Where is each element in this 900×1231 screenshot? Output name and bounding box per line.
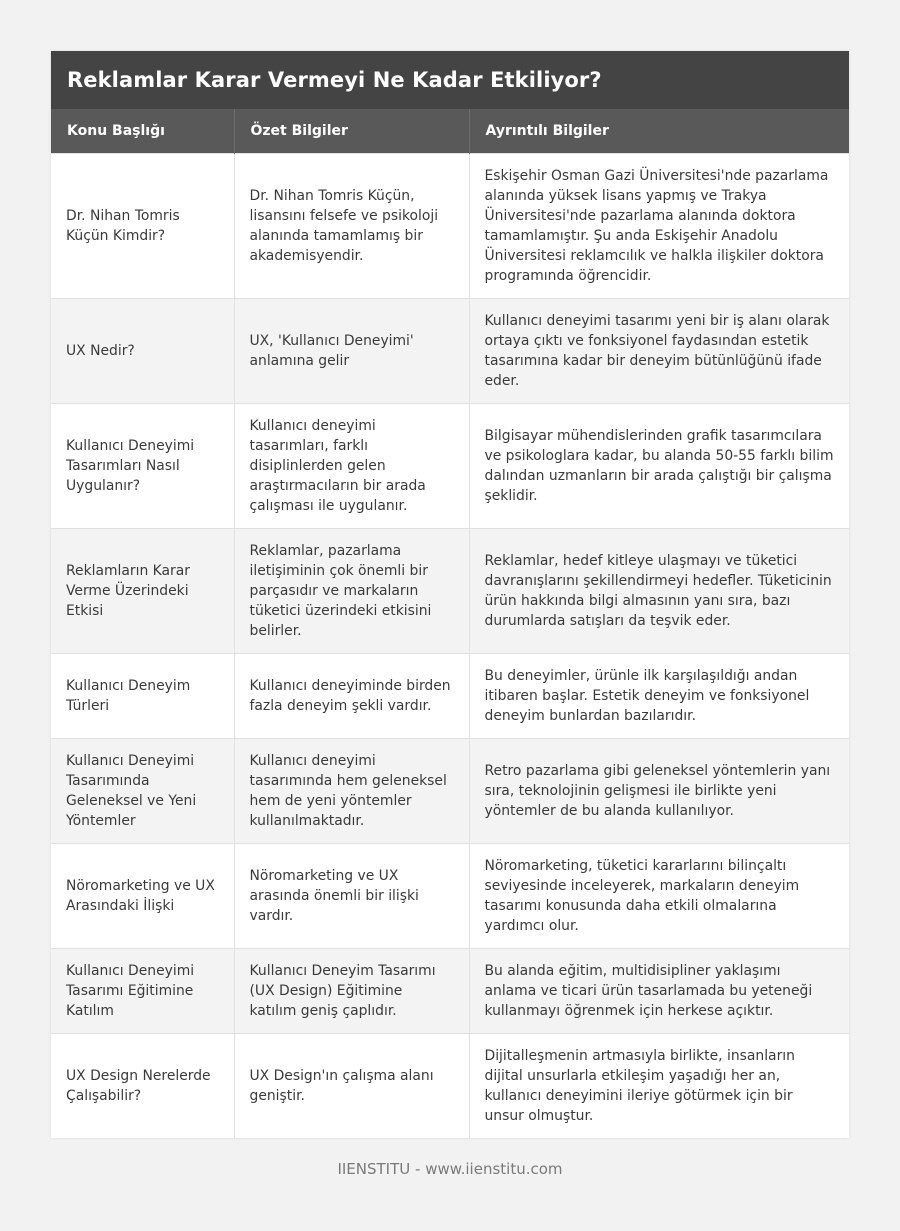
cell-details: Reklamlar, hedef kitleye ulaşmayı ve tüketici davranışlarını şekillendirmeyi hedefler. Tüketicinin ürün hakkında bilgi almasının yanı sıra, bazı durumlarda satışları da teşvik eder. bbox=[469, 528, 849, 653]
column-header-topic: Konu Başlığı bbox=[51, 109, 234, 153]
table-row bbox=[51, 843, 849, 948]
table-row bbox=[51, 153, 849, 298]
cell-topic: Nöromarketing ve UX Arasındaki İlişki bbox=[51, 843, 234, 948]
cell-topic: Kullanıcı Deneyimi Tasarımları Nasıl Uygulanır? bbox=[51, 403, 234, 528]
cell-topic: Dr. Nihan Tomris Küçün Kimdir? bbox=[51, 153, 234, 298]
cell-details: Bilgisayar mühendislerinden grafik tasarımcılara ve psikologlara kadar, bu alanda 50-55 farklı bilim dalından uzmanların bir arada çalıştığı bir çalışma şeklidir. bbox=[469, 403, 849, 528]
cell-details: Nöromarketing, tüketici kararlarını bilinçaltı seviyesinde inceleyerek, markaların deneyim tasarımı konusunda daha etkili olmalarına yardımcı olur. bbox=[469, 843, 849, 948]
cell-summary: Nöromarketing ve UX arasında önemli bir ilişki vardır. bbox=[234, 843, 469, 948]
cell-topic: Kullanıcı Deneyim Türleri bbox=[51, 653, 234, 738]
cell-summary: Reklamlar, pazarlama iletişiminin çok önemli bir parçasıdır ve markaların tüketici üzerindeki etkisini belirler. bbox=[234, 528, 469, 653]
info-table bbox=[51, 109, 849, 1138]
column-header-details: Ayrıntılı Bilgiler bbox=[485, 122, 609, 139]
cell-details: Bu alanda eğitim, multidisipliner yaklaşımı anlama ve ticari ürün tasarlamada bu yeteneği kullanmayı öğrenmek için herkese açıktır. bbox=[469, 948, 849, 1033]
cell-details: Dijitalleşmenin artmasıyla birlikte, insanların dijital unsurlarla etkileşim yaşadığı her an, kullanıcı deneyimini ileriye götürmek için bir unsur olmuştur. bbox=[469, 1033, 849, 1138]
cell-details: Bu deneyimler, ürünle ilk karşılaşıldığı andan itibaren başlar. Estetik deneyim ve fonksiyonel deneyim bunlardan bazılarıdır. bbox=[469, 653, 849, 738]
page-title: Reklamlar Karar Vermeyi Ne Kadar Etkiliyor? bbox=[51, 51, 849, 109]
cell-summary: Kullanıcı deneyimi tasarımları, farklı disiplinlerden gelen araştırmacıların bir arada çalışması ile uygulanır. bbox=[234, 403, 469, 528]
table-card bbox=[51, 51, 849, 1138]
table-row bbox=[51, 948, 849, 1033]
cell-topic: Kullanıcı Deneyimi Tasarımı Eğitimine Katılım bbox=[51, 948, 234, 1033]
footer-credit: IIENSTITU - www.iienstitu.com bbox=[337, 1160, 563, 1178]
table-row bbox=[51, 298, 849, 403]
cell-topic: UX Nedir? bbox=[51, 298, 234, 403]
cell-details: Eskişehir Osman Gazi Üniversitesi'nde pazarlama alanında yüksek lisans yapmış ve Trakya Üniversitesi'nde pazarlama alanında doktora tamamlamıştır. Şu anda Eskişehir Anadolu Üniversitesi reklamcılık ve halkla ilişkiler doktora programında öğrencidir. bbox=[469, 153, 849, 298]
table-row bbox=[51, 528, 849, 653]
cell-topic: Kullanıcı Deneyimi Tasarımında Geleneksel ve Yeni Yöntemler bbox=[51, 738, 234, 843]
cell-summary: UX, 'Kullanıcı Deneyimi' anlamına gelir bbox=[234, 298, 469, 403]
cell-summary: Kullanıcı deneyiminde birden fazla deneyim şekli vardır. bbox=[234, 653, 469, 738]
cell-topic: Reklamların Karar Verme Üzerindeki Etkisi bbox=[51, 528, 234, 653]
table-header-row bbox=[51, 109, 849, 153]
cell-summary: Dr. Nihan Tomris Küçün, lisansını felsefe ve psikoloji alanında tamamlamış bir akademisyendir. bbox=[234, 153, 469, 298]
table-row bbox=[51, 653, 849, 738]
cell-summary: Kullanıcı deneyimi tasarımında hem geleneksel hem de yeni yöntemler kullanılmaktadır. bbox=[234, 738, 469, 843]
cell-topic: UX Design Nerelerde Çalışabilir? bbox=[51, 1033, 234, 1138]
table-row bbox=[51, 403, 849, 528]
cell-details: Retro pazarlama gibi geleneksel yöntemlerin yanı sıra, teknolojinin gelişmesi ile birlikte yeni yöntemler de bu alanda kullanılıyor. bbox=[469, 738, 849, 843]
cell-summary: Kullanıcı Deneyim Tasarımı (UX Design) Eğitimine katılım geniş çaplıdır. bbox=[234, 948, 469, 1033]
cell-details: Kullanıcı deneyimi tasarımı yeni bir iş alanı olarak ortaya çıktı ve fonksiyonel faydasından estetik tasarımına kadar bir deneyim bütünlüğünü ifade eder. bbox=[469, 298, 849, 403]
table-row bbox=[51, 738, 849, 843]
cell-summary: UX Design'ın çalışma alanı geniştir. bbox=[234, 1033, 469, 1138]
column-header-summary: Özet Bilgiler bbox=[234, 109, 469, 153]
table-row bbox=[51, 1033, 849, 1138]
